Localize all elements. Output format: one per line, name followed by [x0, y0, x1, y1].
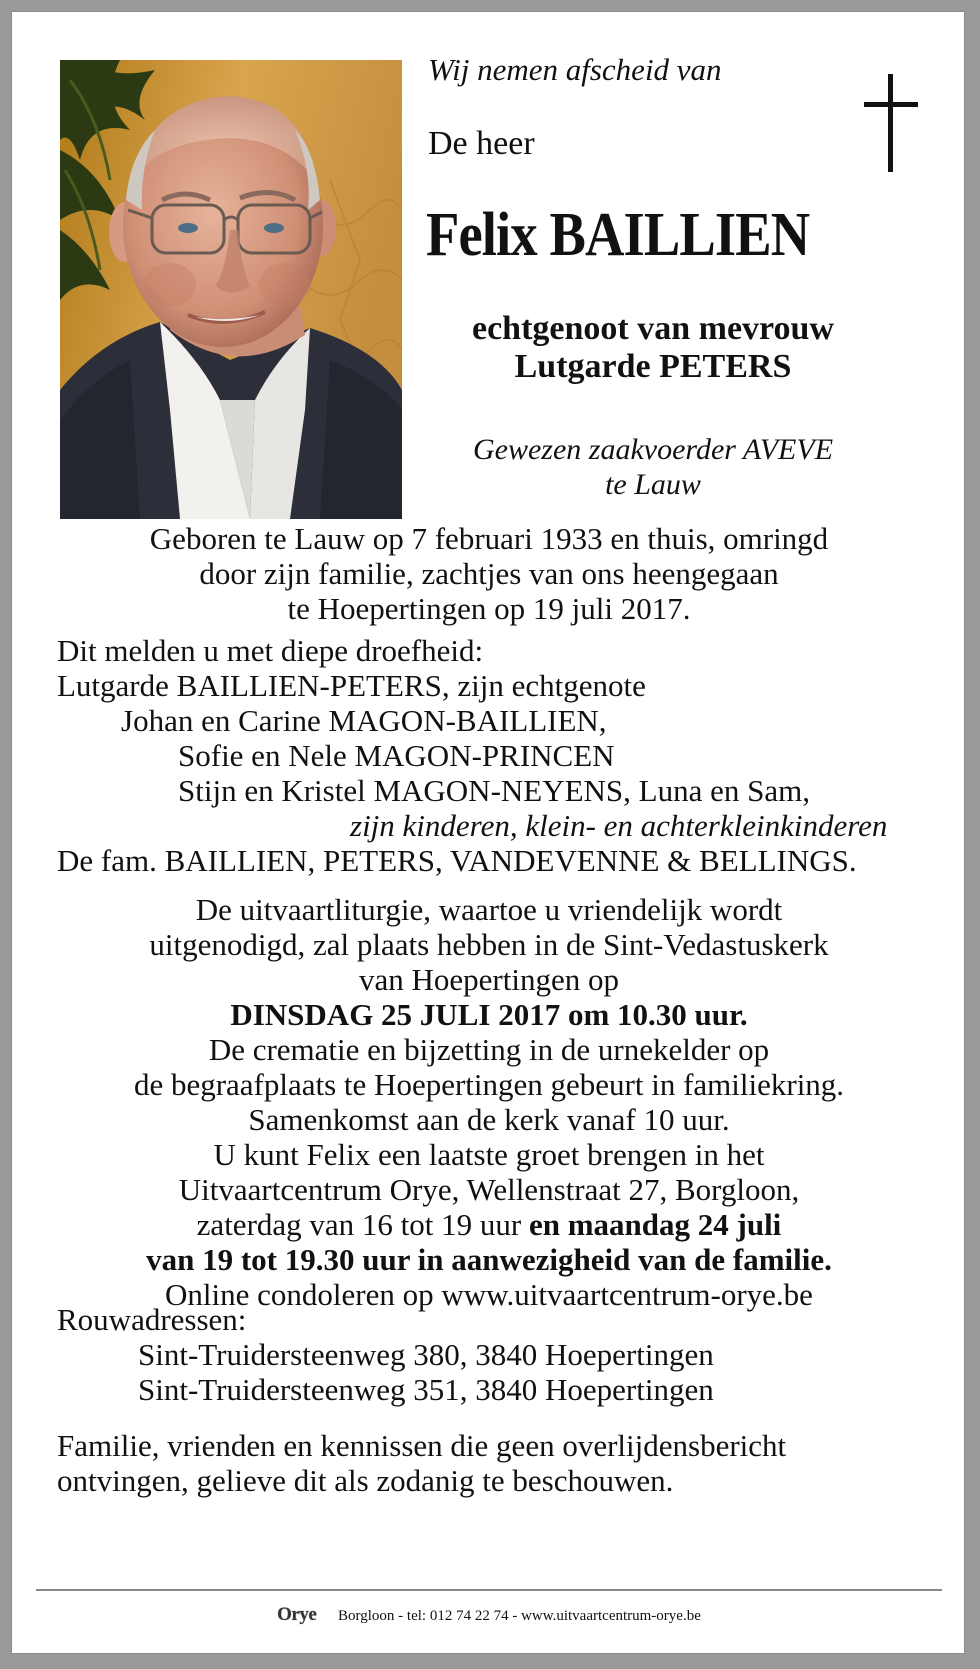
family-child: Sofie en Nele MAGON-PRINCEN — [178, 738, 615, 773]
role-line-2: te Lauw — [605, 468, 701, 501]
closing-line: Familie, vrienden en kennissen die geen overlijdensbericht — [57, 1428, 787, 1463]
online-condolence: Online condoleren op www.uitvaartcentrum-orye.be — [165, 1277, 813, 1312]
ceremony-date: DINSDAG 25 JULI 2017 om 10.30 uur. — [230, 997, 748, 1032]
ceremony-block — [42, 892, 936, 1312]
family-names: De fam. BAILLIEN, PETERS, VANDEVENNE & BELLINGS. — [57, 843, 857, 878]
portrait-photo — [60, 60, 402, 519]
honorific: De heer — [428, 125, 535, 162]
visit-line — [42, 1207, 936, 1242]
visit-plain: zaterdag van 16 tot 19 uur — [196, 1207, 529, 1242]
family-heading: Dit melden u met diepe droefheid: — [57, 633, 484, 668]
birth-death-line: Geboren te Lauw op 7 februari 1933 en thuis, omringd — [149, 521, 829, 556]
ceremony-line: U kunt Felix een laatste groet brengen in het — [213, 1137, 765, 1172]
closing-line: ontvingen, gelieve dit als zodanig te beschouwen. — [57, 1463, 674, 1498]
ceremony-line: Uitvaartcentrum Orye, Wellenstraat 27, Borgloon, — [178, 1172, 800, 1207]
visit-bold-line: van 19 tot 19.30 uur in aanwezigheid van de familie. — [146, 1242, 832, 1277]
family-spouse: Lutgarde BAILLIEN-PETERS, zijn echtgenote — [57, 668, 646, 703]
role-block — [428, 432, 878, 502]
birth-death-line: te Hoepertingen op 19 juli 2017. — [287, 591, 691, 626]
spouse-block — [428, 310, 878, 386]
intro-text: Wij nemen afscheid van — [428, 52, 722, 87]
family-child: Johan en Carine MAGON-BAILLIEN, — [121, 703, 607, 738]
footer-divider — [36, 1589, 942, 1591]
ceremony-line: uitgenodigd, zal plaats hebben in de Sint-Vedastuskerk — [149, 927, 829, 962]
ceremony-line: van Hoepertingen op — [359, 962, 619, 997]
addresses-heading: Rouwadressen: — [57, 1302, 247, 1337]
role-line-1: Gewezen zaakvoerder AVEVE — [472, 433, 834, 466]
deceased-name: Felix BAILLIEN — [426, 201, 810, 269]
birth-death-block — [42, 521, 936, 626]
address-line: Sint-Truidersteenweg 380, 3840 Hoepertingen — [138, 1337, 714, 1372]
obituary-card — [11, 11, 965, 1654]
ceremony-line: Samenkomst aan de kerk vanaf 10 uur. — [248, 1102, 730, 1137]
footer-contact: Borgloon - tel: 012 74 22 74 - www.uitvaartcentrum-orye.be — [338, 1608, 701, 1624]
children-caption: zijn kinderen, klein- en achterkleinkinderen — [350, 808, 888, 843]
visit-bold: en maandag 24 juli — [528, 1207, 782, 1242]
family-child: Stijn en Kristel MAGON-NEYENS, Luna en Sam, — [178, 773, 810, 808]
ceremony-line: De crematie en bijzetting in de urnekelder op — [208, 1032, 770, 1067]
spouse-line-2: Lutgarde PETERS — [514, 348, 792, 385]
birth-death-line: door zijn familie, zachtjes van ons heengegaan — [199, 556, 779, 591]
spouse-line-1: echtgenoot van mevrouw — [472, 310, 834, 347]
ceremony-line: de begraafplaats te Hoepertingen gebeurt in familiekring. — [133, 1067, 845, 1102]
cross-icon — [864, 74, 918, 172]
ceremony-line: De uitvaartliturgie, waartoe u vriendelijk wordt — [195, 892, 783, 927]
orye-logo: Orye — [277, 1604, 317, 1625]
footer — [12, 1604, 965, 1626]
address-line: Sint-Truidersteenweg 351, 3840 Hoepertingen — [138, 1372, 714, 1407]
